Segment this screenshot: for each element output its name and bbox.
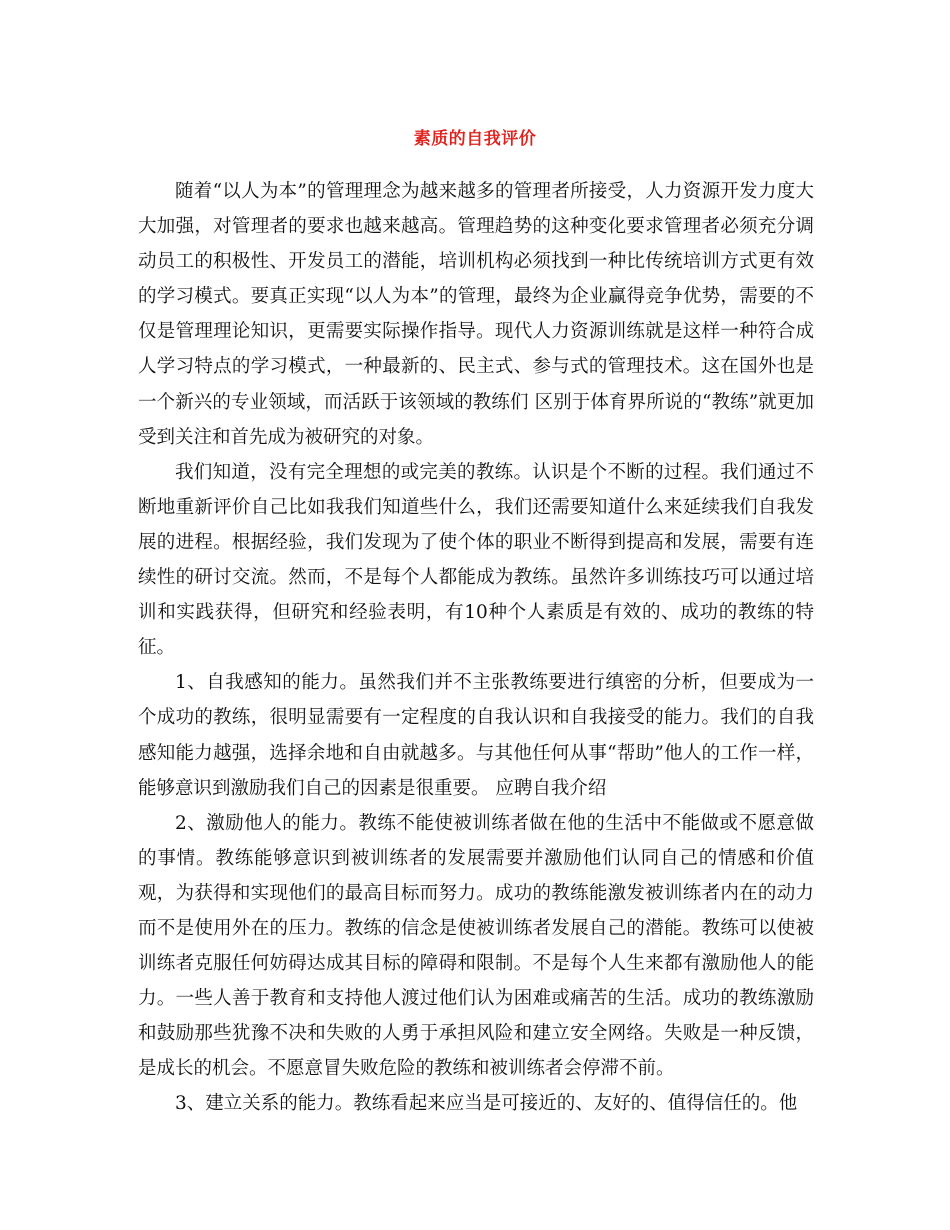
paragraph-quality-3: 3、建立关系的能力。教练看起来应当是可接近的、友好的、值得信任的。他 [175, 1093, 798, 1115]
paragraph-quality-1: 1、自我感知的能力。虽然我们并不主张教练要进行缜密的分析，但要成为一个成功的教练，很明显需要有一定程度的自我认识和自我接受的能力。我们的自我感知能力越强，选择余地和自由就越多。与其他任何从事“帮助”他人的工作一样，能够意识到激励我们自己的因素是很重要。 应聘自我介绍 [138, 672, 814, 799]
paragraph-intro: 随着“以人为本”的管理理念为越来越多的管理者所接受，人力资源开发力度大大加强，对管理者的要求也越来越高。管理趋势的这种变化要求管理者必须充分调动员工的积极性、开发员工的潜能，培训机构必须找到一种比传统培训方式更有效的学习模式。要真正实现“以人为本”的管理，最终为企业赢得竞争优势，需要的不仅是管理理论知识，更需要实际操作指导。现代人力资源训练就是这样一种符合成人学习特点的学习模式，一种最新的、民主式、参与式的管理技术。这在国外也是一个新兴的专业领域，而活跃于该领域的教练们 区别于体育界所说的“教练”就更加受到关注和首先成为被研究的对象。 [138, 181, 814, 448]
paragraph-coach-evaluation: 我们知道，没有完全理想的或完美的教练。认识是个不断的过程。我们通过不断地重新评价自己比如我我们知道些什么，我们还需要知道什么来延续我们自我发展的进程。根据经验，我们发现为了使个体的职业不断得到提高和发展，需要有连续性的研讨交流。然而，不是每个人都能成为教练。虽然许多训练技巧可以通过培训和实践获得，但研究和经验表明，有10种个人素质是有效的、成功的教练的特征。 [138, 461, 814, 659]
document-body [138, 174, 814, 1122]
paragraph-quality-2: 2、激励他人的能力。教练不能使被训练者做在他的生活中不能做或不愿意做的事情。教练能够意识到被训练者的发展需要并激励他们认同自己的情感和价值观，为获得和实现他们的最高目标而努力。成功的教练能激发被训练者内在的动力而不是使用外在的压力。教练的信念是使被训练者发展自己的潜能。教练可以使被训练者克服任何妨碍达成其目标的障碍和限制。不是每个人生来都有激励他人的能力。一些人善于教育和支持他人渡过他们认为困难或痛苦的生活。成功的教练激励和鼓励那些犹豫不决和失败的人勇于承担风险和建立安全网络。失败是一种反馈，是成长的机会。不愿意冒失败危险的教练和被训练者会停滞不前。 [138, 812, 814, 1080]
document-title: 素质的自我评价 [413, 129, 537, 149]
